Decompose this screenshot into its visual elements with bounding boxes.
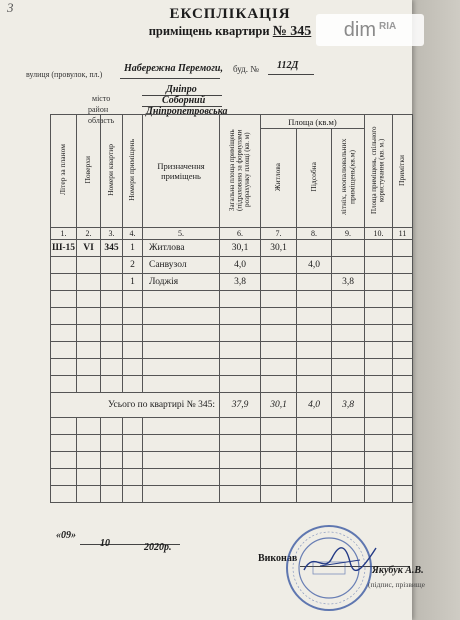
cell-summer: 3,8 xyxy=(332,274,365,291)
header-summer: літніх, неопалювальних приміщень(кв.м) xyxy=(332,129,365,228)
empty-row xyxy=(51,486,413,503)
cell-letter: Ш-15 xyxy=(51,240,77,257)
header-apt-number: Номери квартир xyxy=(101,115,123,228)
city-value: Дніпро xyxy=(166,84,197,95)
total-notes xyxy=(393,393,413,418)
document-title: ЕКСПЛІКАЦІЯ xyxy=(169,6,291,22)
cell-apt xyxy=(101,257,123,274)
cell-living xyxy=(261,274,297,291)
colnum: 3. xyxy=(101,228,123,240)
empty-row xyxy=(51,359,413,376)
total-aux: 4,0 xyxy=(297,393,332,418)
total-row xyxy=(51,393,413,418)
cell-summer xyxy=(332,257,365,274)
cell-apt xyxy=(101,274,123,291)
footer-year: 2020р. xyxy=(144,542,172,553)
total-living: 30,1 xyxy=(261,393,297,418)
cell-name: Лоджія xyxy=(143,274,220,291)
cell-letter xyxy=(51,274,77,291)
cell-aux xyxy=(297,274,332,291)
footer-month: 10 xyxy=(100,538,110,549)
cell-apt: 345 xyxy=(101,240,123,257)
colnum: 5. xyxy=(143,228,220,240)
cell-common xyxy=(365,274,393,291)
cell-total: 4,0 xyxy=(220,257,261,274)
header-common: Площа приміщень, спільного користування (кв. м.) xyxy=(365,115,393,228)
cell-notes xyxy=(393,240,413,257)
corner-page-mark: 3 xyxy=(7,0,14,15)
colnum: 1. xyxy=(51,228,77,240)
empty-row xyxy=(51,376,413,393)
cell-aux xyxy=(297,240,332,257)
header-living: Житлова xyxy=(261,129,297,228)
cell-floor xyxy=(77,257,101,274)
building-label: буд. № xyxy=(233,64,259,74)
empty-row xyxy=(51,308,413,325)
colnum: 11 xyxy=(393,228,413,240)
empty-row xyxy=(51,291,413,308)
cell-letter xyxy=(51,257,77,274)
street-value: Набережна Перемоги, xyxy=(124,63,223,74)
colnum: 8. xyxy=(297,228,332,240)
cell-common xyxy=(365,257,393,274)
city-label: місто xyxy=(92,94,111,103)
cell-summer xyxy=(332,240,365,257)
colnum: 9. xyxy=(332,228,365,240)
table-row xyxy=(51,240,413,257)
footer-day: «09» xyxy=(56,530,76,541)
building-value: 112Д xyxy=(277,60,299,71)
header-total-area: Загальна площа приміщень (підрахована за формулами розрахунку площі (кв. м) xyxy=(220,115,261,228)
executor-label: Виконав xyxy=(258,553,298,564)
cell-notes xyxy=(393,274,413,291)
header-area-group: Площа (кв.м) xyxy=(261,115,365,129)
district-value: Соборний xyxy=(162,95,206,106)
cell-total: 3,8 xyxy=(220,274,261,291)
adjacent-page xyxy=(412,0,460,620)
table-row xyxy=(51,274,413,291)
cell-notes xyxy=(393,257,413,274)
empty-row xyxy=(51,435,413,452)
empty-row xyxy=(51,325,413,342)
cell-common xyxy=(365,240,393,257)
cell-aux: 4,0 xyxy=(297,257,332,274)
cell-floor: VI xyxy=(77,240,101,257)
apartment-number: № 345 xyxy=(272,24,312,39)
executor-sub: (підпис, прізвище xyxy=(368,580,425,589)
district-label: район xyxy=(88,105,109,114)
total-area: 37,9 xyxy=(220,393,261,418)
watermark-brand: dim xyxy=(343,18,376,41)
cell-floor xyxy=(77,274,101,291)
empty-row xyxy=(51,452,413,469)
total-common xyxy=(365,393,393,418)
colnum: 6. xyxy=(220,228,261,240)
colnum: 4. xyxy=(123,228,143,240)
cell-living xyxy=(261,257,297,274)
total-summer: 3,8 xyxy=(332,393,365,418)
colnum: 10. xyxy=(365,228,393,240)
street-label: вулиця (провулок, пл.) xyxy=(26,70,103,79)
cell-name: Санвузол xyxy=(143,257,220,274)
header-purpose: Призначення приміщень xyxy=(143,115,220,228)
header-floor: Поверхи xyxy=(77,115,101,228)
street-underline xyxy=(120,78,220,79)
subtitle-prefix: приміщень квартири xyxy=(148,24,270,38)
cell-name: Житлова xyxy=(143,240,220,257)
cell-living: 30,1 xyxy=(261,240,297,257)
column-number-row xyxy=(51,228,413,240)
table-row xyxy=(51,257,413,274)
cell-room: 2 xyxy=(123,257,143,274)
watermark-suffix: RIA xyxy=(379,20,397,32)
empty-row xyxy=(51,469,413,486)
empty-row xyxy=(51,418,413,435)
header-room-number: Номери приміщень xyxy=(123,115,143,228)
header-notes: Примітки xyxy=(393,115,413,228)
executor-name: Якубук А.В. xyxy=(372,565,424,576)
building-underline xyxy=(268,74,314,75)
signature-icon xyxy=(300,540,380,580)
header-letter: Літер за планом xyxy=(51,115,77,228)
cell-room: 1 xyxy=(123,240,143,257)
dimria-watermark xyxy=(316,14,424,46)
total-label: Усього по квартирі № 345: xyxy=(51,393,220,418)
header-auxiliary: Підсобна xyxy=(297,129,332,228)
colnum: 2. xyxy=(77,228,101,240)
cell-total: 30,1 xyxy=(220,240,261,257)
empty-row xyxy=(51,342,413,359)
colnum: 7. xyxy=(261,228,297,240)
region-label: область xyxy=(88,116,115,125)
region-value: Дніпропетровська xyxy=(146,106,228,117)
explication-table xyxy=(50,114,413,503)
cell-room: 1 xyxy=(123,274,143,291)
